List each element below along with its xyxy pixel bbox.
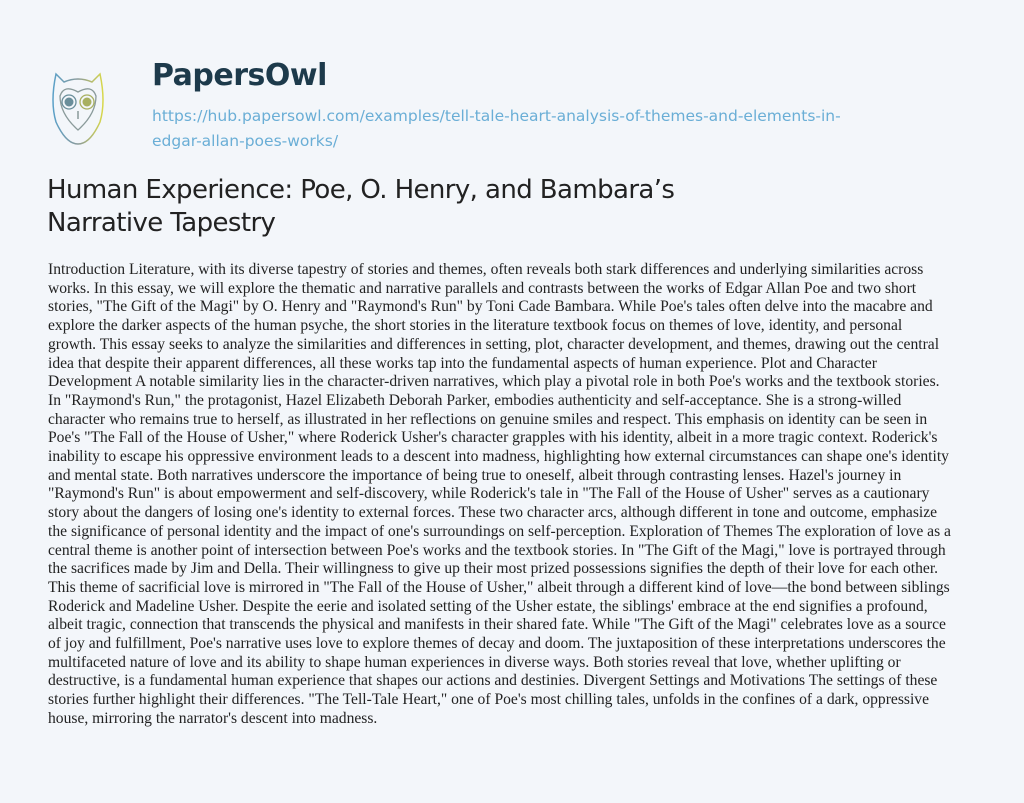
body-line: destructive, is a fundamental human experience that shapes our actions and destinies. Divergent Settings and Motivations The settings of these (48, 672, 938, 690)
body-line: "Raymond's Run" is about empowerment and self-discovery, while Roderick's tale in "The Fall of the House of Usher" serves as a cautionary (48, 485, 930, 503)
body-line: Roderick and Madeline Usher. Despite the eerie and isolated setting of the Usher estate, the siblings' embrace at the end signifies a profound, (48, 597, 928, 615)
body-line: stories, "The Gift of the Magi" by O. Henry and "Raymond's Run" by Toni Cade Bambara. While Poe's tales often delve into the macabre and (48, 298, 933, 316)
body-line: albeit tragic, connection that transcends the physical and manifests in their shared fate. While "The Gift of the Magi" celebrates love as a source (48, 616, 946, 634)
body-line: idea that despite their apparent differences, all these works tap into the fundamental aspects of human experience. Plot and Character (48, 354, 877, 372)
essay-body (48, 261, 1018, 729)
body-line: Development A notable similarity lies in the character-driven narratives, which play a pivotal role in both Poe's works and the textbook stories. (48, 373, 940, 391)
source-url-link[interactable] (152, 104, 912, 154)
body-line: the significance of personal identity and the impact of one's surroundings on self-perception. Exploration of Themes The exploration of love as a (48, 522, 951, 540)
body-line: inability to escape his oppressive environment leads to a descent into madness, highlighting how external circumstances can shape one's identity (48, 448, 949, 466)
url-line[interactable]: edgar-allan-poes-works/ (152, 132, 339, 150)
body-line: and mental state. Both narratives underscore the importance of being true to oneself, albeit through contrasting lenses. Hazel's journey in (48, 466, 902, 484)
body-line: In "Raymond's Run," the protagonist, Hazel Elizabeth Deborah Parker, embodies authenticity and self-acceptance. She is a strong-willed (48, 391, 902, 409)
body-line: story about the dangers of losing one's identity to external forces. These two character arcs, although different in tone and outcome, emphasize (48, 504, 938, 522)
body-line: central theme is another point of intersection between Poe's works and the textbook stories. In "The Gift of the Magi," love is portrayed through (48, 541, 946, 559)
body-line: house, mirroring the narrator's descent into madness. (48, 709, 378, 727)
body-line: the sacrifices made by Jim and Della. Their willingness to give up their most prized possessions signifies the depth of their love for each other. (48, 560, 939, 578)
body-line: character who remains true to herself, as illustrated in her reflections on genuine smiles and respect. This emphasis on identity can be seen in (48, 410, 928, 428)
body-line: works. In this essay, we will explore the thematic and narrative parallels and contrasts between the works of Edgar Allan Poe and two short (48, 279, 917, 297)
body-line: explore the darker aspects of the human psyche, the short stories in the literature textbook focus on themes of love, identity, and personal (48, 317, 903, 335)
body-line: Poe's "The Fall of the House of Usher," where Roderick Usher's character grapples with his identity, albeit in a more tragic context. Roderick's (48, 429, 938, 447)
body-line: Introduction Literature, with its diverse tapestry of stories and themes, often reveals both stark differences and underlying similarities across (48, 261, 924, 278)
owl-logo-icon (50, 62, 106, 146)
title-line: Human Experience: Poe, O. Henry, and Bambara’s (47, 175, 675, 205)
brand-name: PapersOwl (152, 58, 327, 93)
url-line[interactable]: https://hub.papersowl.com/examples/tell-tale-heart-analysis-of-themes-and-elements-in- (152, 107, 841, 125)
page-title (47, 174, 674, 240)
body-line: growth. This essay seeks to analyze the similarities and differences in setting, plot, character development, and themes, drawing out the central (48, 335, 940, 353)
body-line: This theme of sacrificial love is mirrored in "The Fall of the House of Usher," albeit through a different kind of love—the bond between siblings (48, 578, 950, 596)
body-line: multifaceted nature of love and its ability to shape human experiences in diverse ways. Both stories reveal that love, whether uplifting or (48, 653, 901, 671)
body-line: of joy and fulfillment, Poe's narrative uses love to explore themes of decay and doom. The juxtaposition of these interpretations underscores the (48, 635, 946, 653)
body-line: stories further highlight their differences. "The Tell-Tale Heart," one of Poe's most chilling tales, unfolds in the confines of a dark, oppressive (48, 691, 930, 709)
title-line: Narrative Tapestry (47, 208, 276, 238)
